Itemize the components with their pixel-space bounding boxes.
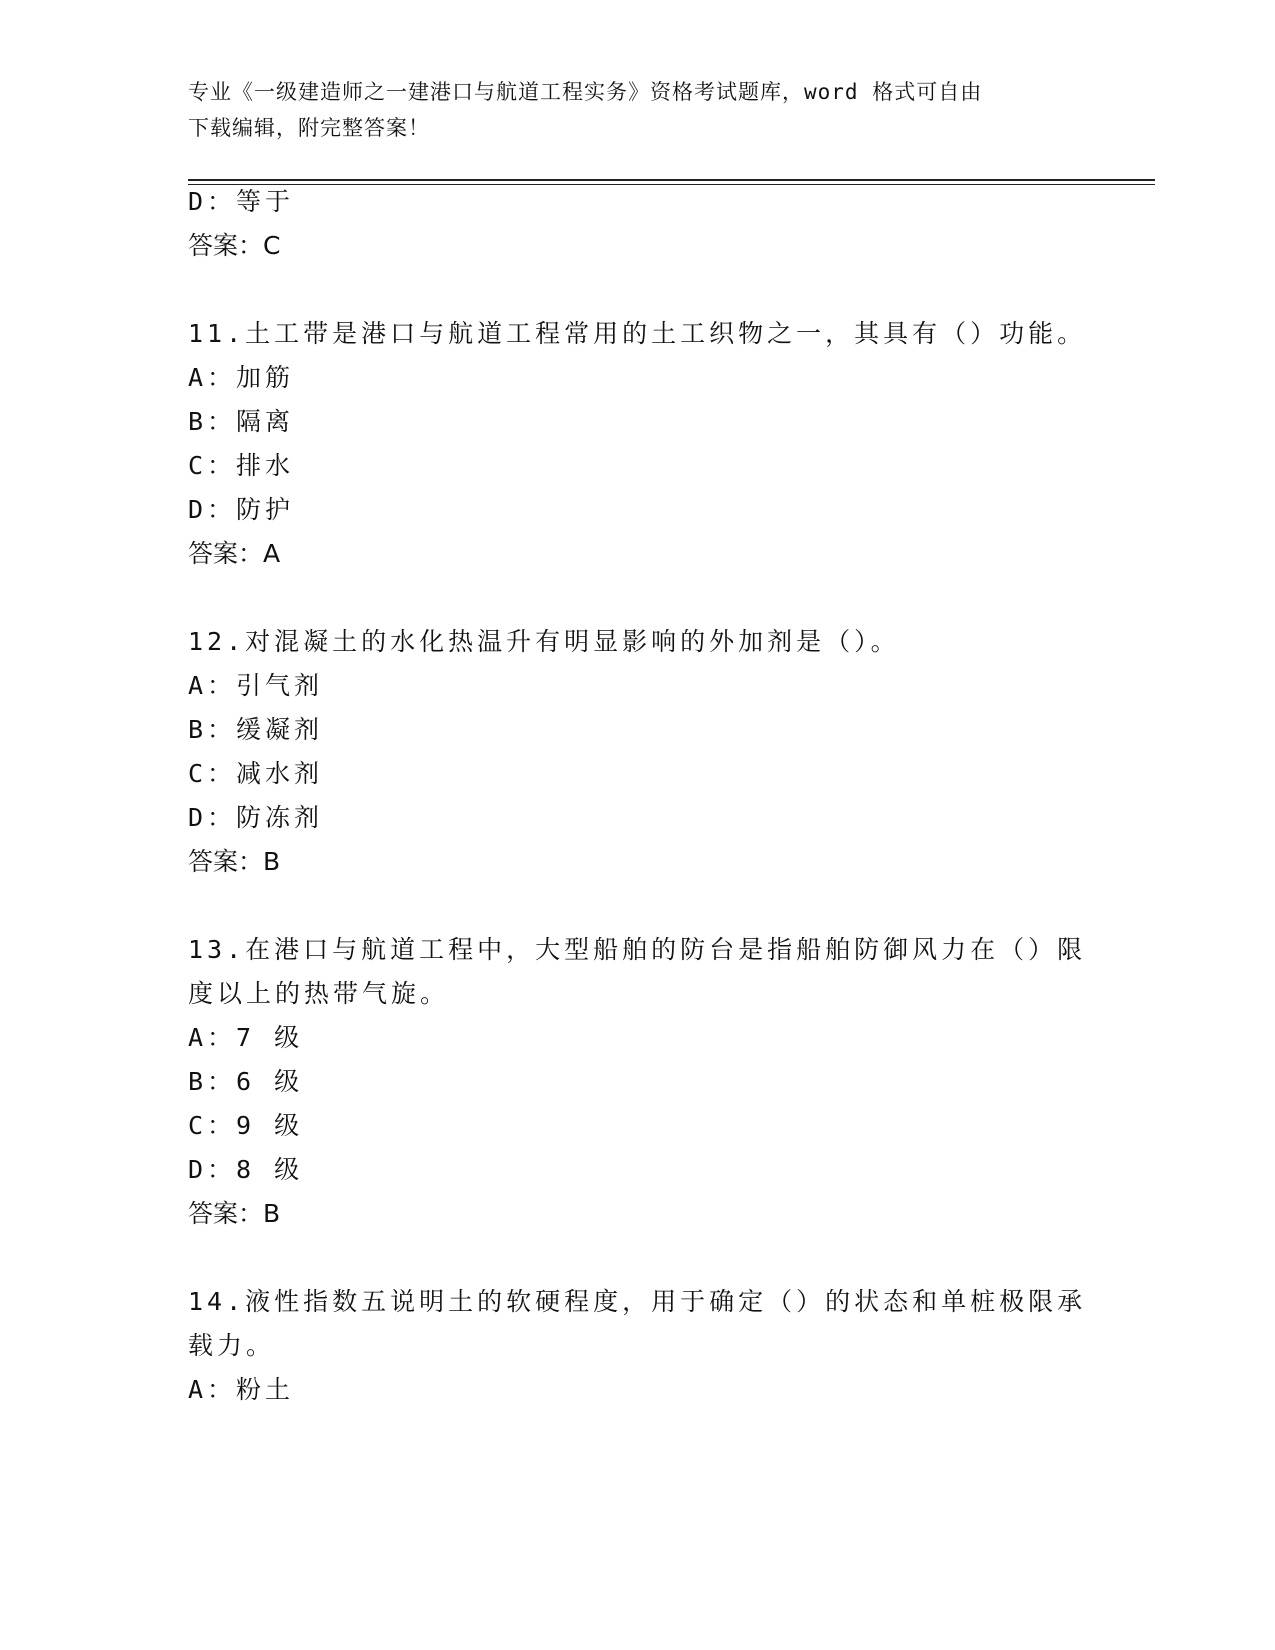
q11-option-c: C：排水 [188, 451, 295, 480]
q11-answer: 答案：A [188, 539, 281, 568]
q14-stem-line-1: 14.液性指数五说明土的软硬程度，用于确定（）的状态和单桩极限承 [188, 1287, 1087, 1316]
prev-option-d: D：等于 [188, 187, 295, 216]
q11-option-a: A：加筋 [188, 363, 295, 392]
q12-answer: 答案：B [188, 847, 281, 876]
document-header [188, 74, 1088, 146]
q14-option-a: A：粉土 [188, 1375, 295, 1404]
q11-option-b: B：隔离 [188, 407, 295, 436]
prev-answer: 答案：C [188, 231, 281, 260]
q13-stem-line-1: 13.在港口与航道工程中，大型船舶的防台是指船舶防御风力在（）限 [188, 935, 1087, 964]
q14-stem-line-2: 载力。 [188, 1331, 276, 1360]
q11-option-d: D：防护 [188, 495, 295, 524]
q13-option-b: B：6 级 [188, 1067, 304, 1096]
q11-stem: 11.土工带是港口与航道工程常用的土工织物之一，其具有（）功能。 [188, 319, 1087, 348]
header-divider-thick [188, 179, 1155, 181]
q12-option-c: C：减水剂 [188, 759, 324, 788]
q12-option-b: B：缓凝剂 [188, 715, 324, 744]
q12-option-a: A：引气剂 [188, 671, 324, 700]
header-line-2: 下载编辑，附完整答案！ [188, 116, 430, 140]
q13-option-d: D：8 级 [188, 1155, 304, 1184]
q13-option-c: C：9 级 [188, 1111, 304, 1140]
q13-answer: 答案：B [188, 1199, 281, 1228]
header-line-1: 专业《一级建造师之一建港口与航道工程实务》资格考试题库，word 格式可自由 [188, 80, 983, 104]
q13-option-a: A：7 级 [188, 1023, 304, 1052]
q13-stem-line-2: 度以上的热带气旋。 [188, 979, 450, 1008]
header-divider-thin [188, 184, 1155, 185]
q12-option-d: D：防冻剂 [188, 803, 324, 832]
q12-stem: 12.对混凝土的水化热温升有明显影响的外加剂是（）。 [188, 627, 900, 656]
